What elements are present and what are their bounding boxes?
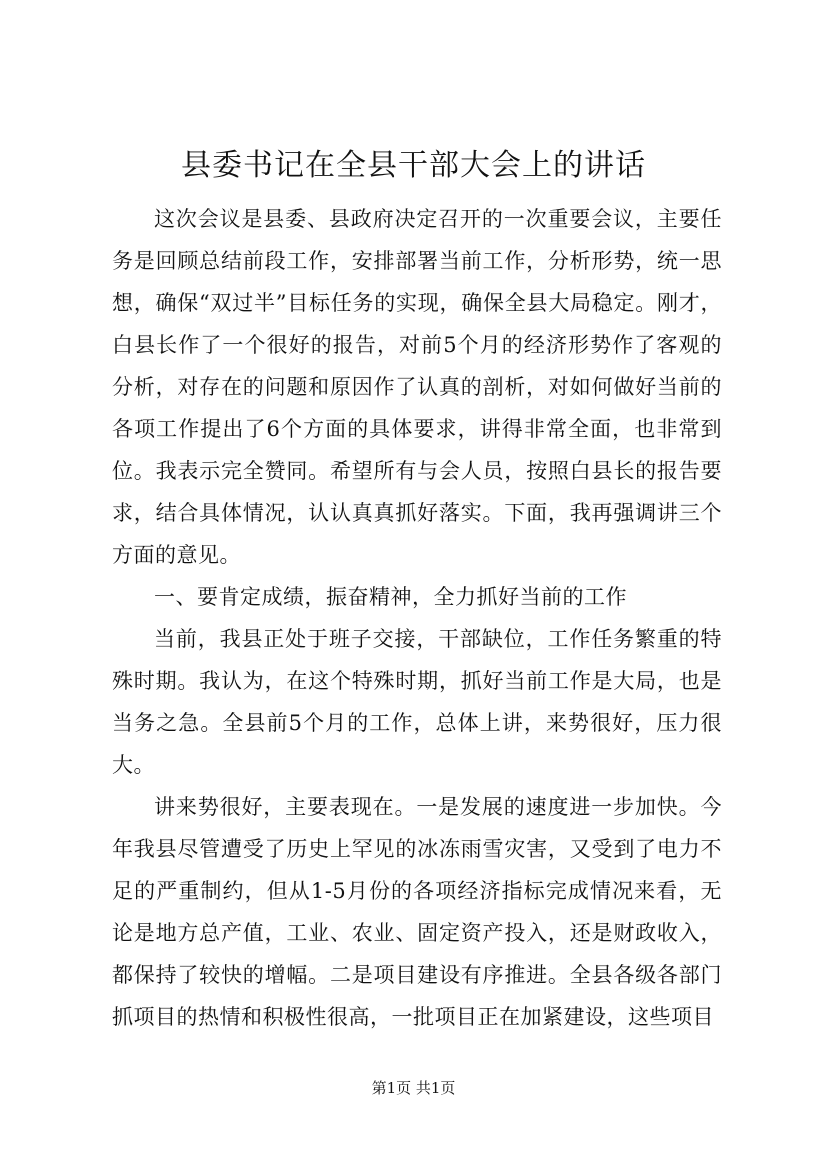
page-footer [0,1078,827,1098]
document-title: 县委书记在全县干部大会上的讲话 [181,148,646,183]
page-number-label: 第1页 共1页 [371,1079,456,1097]
paragraph-current-situation: 当前，我县正处于班子交接，干部缺位，工作任务繁重的特殊时期。我认为，在这个特殊时期，抓好当前工作是大局，也是当务之急。全县前5个月的工作，总体上讲，来势很好，压力很大。 [112,627,722,777]
paragraph-good-momentum: 讲来势很好，主要表现在。一是发展的速度进一步加快。今年我县尽管遭受了历史上罕见的冰冻雨雪灾害，又受到了电力不足的严重制约，但从1-5月份的各项经济指标完成情况来看，无论是地方总产值，工业、农业、固定资产投入，还是财政收入，都保持了较快的增幅。二是项目建设有序推进。全县各级各部门抓项目的热情和积极性很高，一批项目正在加紧建设，这些项目 [112,795,722,1029]
document-body [112,198,722,1038]
section-heading-1: 一、要肯定成绩，振奋精神，全力抓好当前的工作 [154,585,627,609]
paragraph-intro: 这次会议是县委、县政府决定召开的一次重要会议，主要任务是回顾总结前段工作，安排部署当前工作，分析形势，统一思想，确保“双过半”目标任务的实现，确保全县大局稳定。刚才，白县长作了一个很好的报告，对前5个月的经济形势作了客观的分析，对存在的问题和原因作了认真的剖析，对如何做好当前的各项工作提出了6个方面的具体要求，讲得非常全面，也非常到位。我表示完全赞同。希望所有与会人员，按照白县长的报告要求，结合具体情况，认认真真抓好落实。下面，我再强调讲三个方面的意见。 [112,207,722,567]
